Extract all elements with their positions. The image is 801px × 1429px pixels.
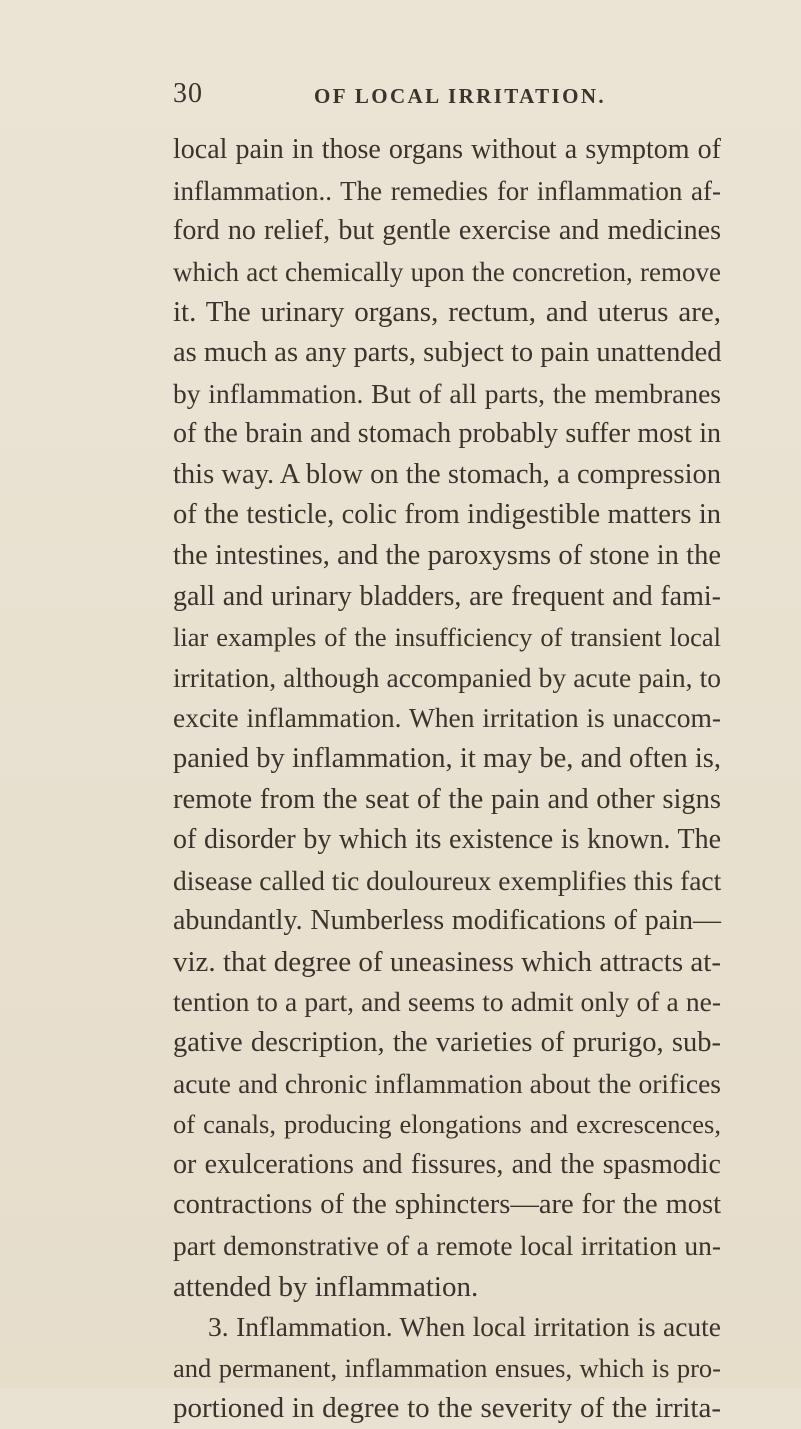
text-line: excite inflammation. When irritation is unaccom- [173, 702, 721, 734]
text-line: of the brain and stomach probably suffer most in [173, 418, 721, 450]
text-line: irritation, although accompanied by acute pain, to [173, 661, 721, 693]
text-line: by inflammation. But of all parts, the membranes [173, 377, 721, 409]
text-line: this way. A blow on the stomach, a compression [173, 458, 721, 490]
body-text [173, 130, 721, 1429]
text-line: contractions of the sphincters—are for the most [173, 1189, 721, 1221]
text-line: of disorder by which its existence is known. The [173, 824, 721, 856]
text-line: portioned in degree to the severity of the irrita- [173, 1392, 721, 1425]
text-line: panied by inflammation, it may be, and often is, [173, 742, 721, 774]
text-line: disease called tic douloureux exemplifies this fact [173, 864, 722, 896]
text-line: liar examples of the insufficiency of transient local [173, 622, 721, 653]
text-line: attended by inflammation. [173, 1270, 479, 1303]
running-head: OF LOCAL IRRITATION. [314, 84, 607, 108]
page-header [0, 78, 801, 118]
text-line: part demonstrative of a remote local irritation un- [173, 1230, 721, 1262]
text-line: the intestines, and the paroxysms of stone in the [173, 539, 721, 571]
text-line: it. The urinary organs, rectum, and uterus are, [173, 296, 721, 329]
text-line: inflammation.. The remedies for inflammation af- [173, 175, 721, 206]
text-line: ford no relief, but gentle exercise and medicines [173, 215, 721, 247]
text-line: local pain in those organs without a symptom of [173, 134, 721, 165]
section-start-line: 3. Inflammation. When local irritation is acute [208, 1311, 721, 1343]
text-line: gative description, the varieties of prurigo, sub- [173, 1027, 721, 1059]
text-line: or exulcerations and fissures, and the spasmodic [173, 1148, 721, 1180]
text-line: remote from the seat of the pain and other signs [173, 783, 721, 815]
text-line: of the testicle, colic from indigestible matters in [173, 499, 721, 531]
text-line: as much as any parts, subject to pain unattended [173, 336, 722, 368]
text-line: viz. that degree of uneasiness which attracts at- [173, 945, 721, 978]
page-number: 30 [173, 78, 203, 109]
text-line: and permanent, inflammation ensues, which is pro- [173, 1352, 721, 1383]
text-line: tention to a part, and seems to admit only of a ne- [173, 986, 721, 1018]
text-line: gall and urinary bladders, are frequent and fami- [173, 580, 721, 612]
text-line: abundantly. Numberless modifications of pain— [173, 905, 721, 937]
text-line: acute and chronic inflammation about the orifices [173, 1067, 721, 1099]
text-line: which act chemically upon the concretion, remove [173, 256, 721, 287]
text-line: of canals, producing elongations and excrescences, [173, 1109, 721, 1140]
